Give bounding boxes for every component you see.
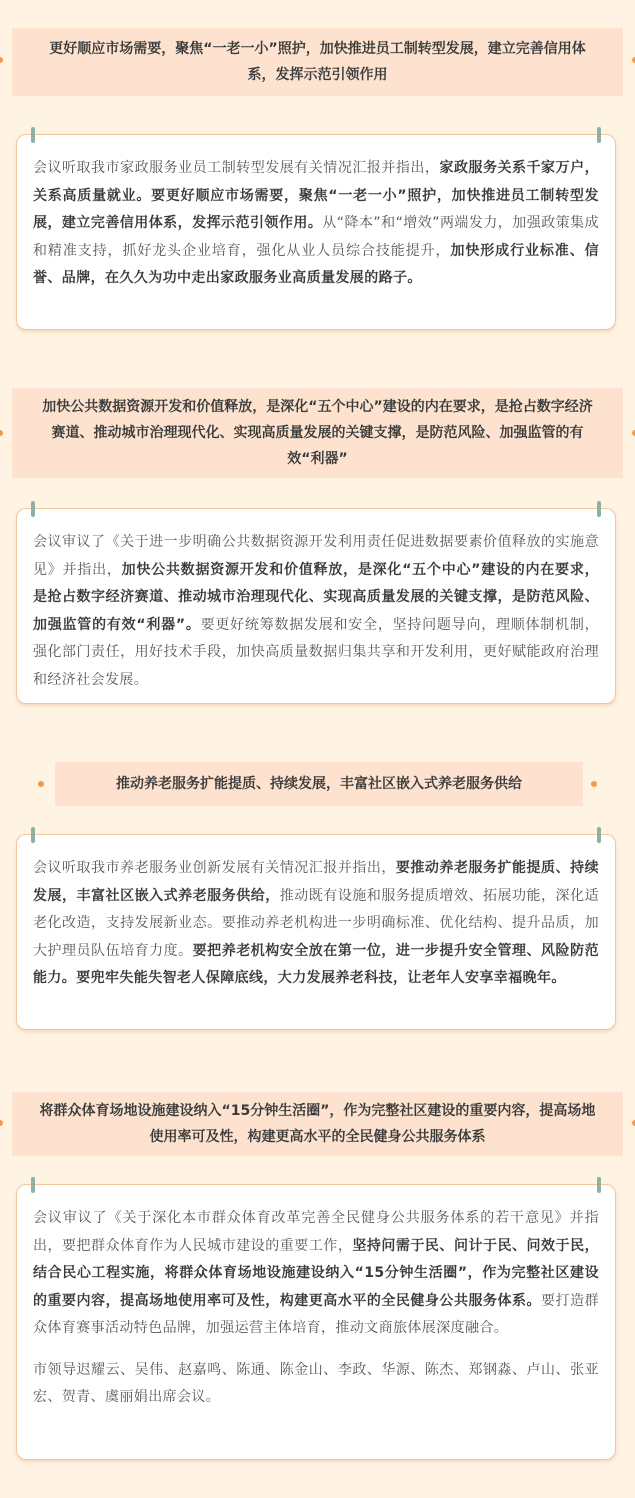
pin-icon (597, 501, 601, 517)
card-paragraph: 会议审议了《关于进一步明确公共数据资源开发利用责任促进数据要素价值释放的实施意见》并指出，加快公共数据资源开发和价值释放，是深化“五个中心”建设的内在要求，是抢占数字经济赛道、推动城市治理现代化、实现高质量发展的关键支撑，是防范风险、加强监管的有效“利器”。要更好统筹数据发展和安全，坚持问题导向，理顺体制机制，强化部门责任，用好技术手段，加快高质量数据归集共享和开发利用，更好赋能政府治理和经济社会发展。 (33, 534, 599, 688)
pin-icon (597, 827, 601, 843)
pin-icon (31, 827, 35, 843)
section-card-3 (16, 834, 616, 1030)
section-heading-text: 推动养老服务扩能提质、持续发展，丰富社区嵌入式养老服务供给 (116, 776, 522, 792)
decor-dot-right (591, 781, 597, 787)
decor-dot-left (0, 1120, 3, 1126)
section-heading-text: 将群众体育场地设施建设纳入“15分钟生活圈”，作为完整社区建设的重要内容，提高场地使用率可及性，构建更高水平的全民健身公共服务体系 (39, 1103, 596, 1145)
pin-icon (597, 127, 601, 143)
section-heading-4 (12, 1092, 623, 1156)
section-heading-3 (55, 762, 583, 806)
section-heading-2 (12, 388, 623, 478)
card-paragraph: 会议听取我市家政服务业员工制转型发展有关情况汇报并指出，家政服务关系千家万户，关系高质量就业。要更好顺应市场需要，聚焦“一老一小”照护，加快推进员工制转型发展，建立完善信用体系，发挥示范引领作用。从“降本”和“增效”两端发力，加强政策集成和精准支持，抓好龙头企业培育，强化从业人员综合技能提升，加快形成行业标准、信誉、品牌，在久久为功中走出家政服务业高质量发展的路子。 (33, 160, 600, 286)
card-paragraph: 会议听取我市养老服务业创新发展有关情况汇报并指出，要推动养老服务扩能提质、持续发展，丰富社区嵌入式养老服务供给，推动既有设施和服务提质增效、拓展功能，深化适老化改造，支持发展新业态。要推动养老机构进一步明确标准、优化结构、提升品质，加大护理员队伍培育力度。要把养老机构安全放在第一位，进一步提升安全管理、风险防范能力。要兜牢失能失智老人保障底线，大力发展养老科技，让老年人安享幸福晚年。 (33, 860, 599, 986)
pin-icon (31, 501, 35, 517)
attendees-paragraph: 市领导迟耀云、吴伟、赵嘉鸣、陈通、陈金山、李政、华源、陈杰、郑钢淼、卢山、张亚宏、贺青、虞丽娟出席会议。 (33, 1361, 599, 1405)
decor-dot-left (38, 781, 44, 787)
decor-dot-left (0, 430, 3, 436)
section-heading-text: 更好顺应市场需要，聚焦“一老一小”照护，加快推进员工制转型发展，建立完善信用体系，发挥示范引领作用 (49, 41, 586, 83)
section-card-1 (16, 134, 616, 330)
pin-icon (31, 1177, 35, 1193)
pin-icon (31, 127, 35, 143)
decor-dot-left (0, 57, 3, 63)
section-heading-text: 加快公共数据资源开发和价值释放，是深化“五个中心”建设的内在要求，是抢占数字经济赛道、推动城市治理现代化、实现高质量发展的关键支撑，是防范风险、加强监管的有效“利器” (42, 399, 593, 467)
section-card-2 (16, 508, 616, 704)
card-paragraph: 会议审议了《关于深化本市群众体育改革完善全民健身公共服务体系的若干意见》并指出，要把群众体育作为人民城市建设的重要工作，坚持问需于民、问计于民、问效于民，结合民心工程实施，将群众体育场地设施建设纳入“15分钟生活圈”，作为完整社区建设的重要内容，提高场地使用率可及性，构建更高水平的全民健身公共服务体系。要打造群众体育赛事活动特色品牌，加强运营主体培育，推动文商旅体展深度融合。 (33, 1210, 599, 1336)
section-card-4 (16, 1184, 616, 1460)
section-heading-1 (12, 28, 623, 96)
pin-icon (597, 1177, 601, 1193)
